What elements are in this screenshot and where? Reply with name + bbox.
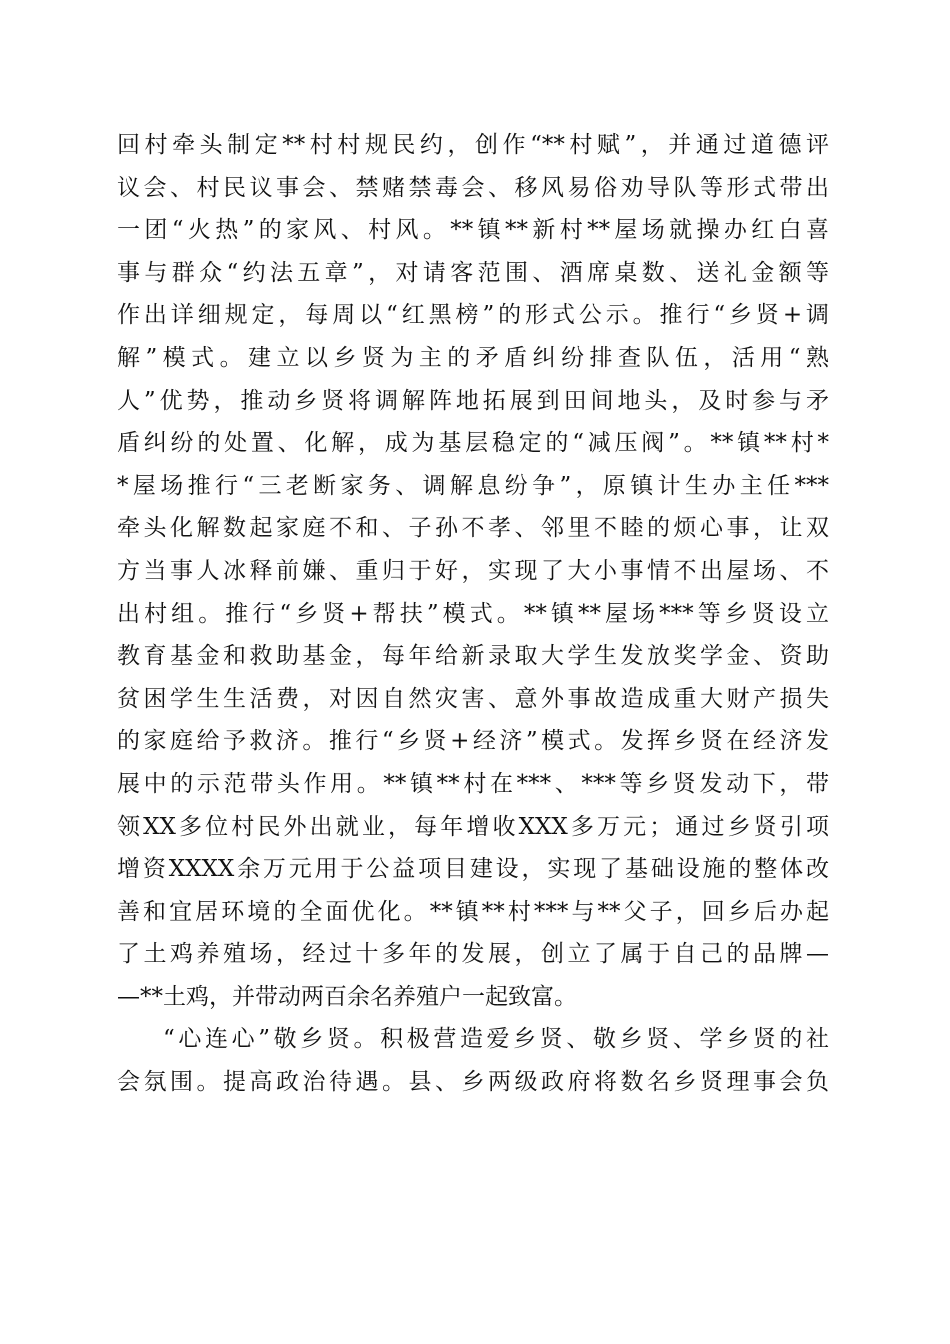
text-line: 回村牵头制定**村村规民约，创作“**村赋”，并通过道德评	[117, 132, 829, 158]
text-line: 善和宜居环境的全面优化。**镇**村***与**父子，回乡后办起	[117, 898, 829, 925]
text-line: 教育基金和救助基金，每年给新录取大学生发放奖学金、资助	[117, 643, 829, 670]
text-line: 议会、村民议事会、禁赌禁毒会、移风易俗劝导队等形式带出	[117, 174, 829, 201]
text-line: 解”模式。建立以乡贤为主的矛盾纠纷排查队伍，活用“熟	[117, 344, 829, 371]
text-line: 领XX多位村民外出就业，每年增收XXX多万元；通过乡贤引项	[117, 813, 829, 840]
text-line: 展中的示范带头作用。**镇**村在***、***等乡贤发动下，带	[117, 770, 829, 797]
text-line: 增资XXXX余万元用于公益项目建设，实现了基础设施的整体改	[117, 856, 829, 883]
text-line: 会氛围。提高政治待遇。县、乡两级政府将数名乡贤理事会负	[117, 1069, 829, 1096]
body-text	[117, 124, 829, 1104]
paragraph-end-line: —**土鸡，并带动两百余名养殖户一起致富。	[117, 983, 577, 1010]
text-line: 事与群众“约法五章”，对请客范围、酒席桌数、送礼金额等	[117, 259, 829, 286]
text-line: 人”优势，推动乡贤将调解阵地拓展到田间地头，及时参与矛	[117, 387, 829, 414]
text-line: 一团“火热”的家风、村风。**镇**新村**屋场就操办红白喜	[117, 217, 829, 244]
text-line: *屋场推行“三老断家务、调解息纷争”，原镇计生办主任***	[117, 472, 829, 499]
text-line: 贫困学生生活费，对因自然灾害、意外事故造成重大财产损失	[117, 685, 829, 712]
text-line: 出村组。推行“乡贤+帮扶”模式。**镇**屋场***等乡贤设立	[117, 600, 829, 627]
text-line: 方当事人冰释前嫌、重归于好，实现了大小事情不出屋场、不	[117, 557, 829, 584]
text-line: 盾纠纷的处置、化解，成为基层稳定的“减压阀”。**镇**村*	[117, 430, 829, 457]
text-line: 牵头化解数起家庭不和、子孙不孝、邻里不睦的烦心事，让双	[117, 515, 829, 542]
text-line: 作出详细规定，每周以“红黑榜”的形式公示。推行“乡贤+调	[117, 302, 829, 329]
text-line: 了土鸡养殖场，经过十多年的发展，创立了属于自己的品牌—	[117, 941, 829, 968]
paragraph-start-line: “心连心”敬乡贤。积极营造爱乡贤、敬乡贤、学乡贤的社	[163, 1026, 829, 1053]
text-line: 的家庭给予救济。推行“乡贤+经济”模式。发挥乡贤在经济发	[117, 728, 829, 755]
